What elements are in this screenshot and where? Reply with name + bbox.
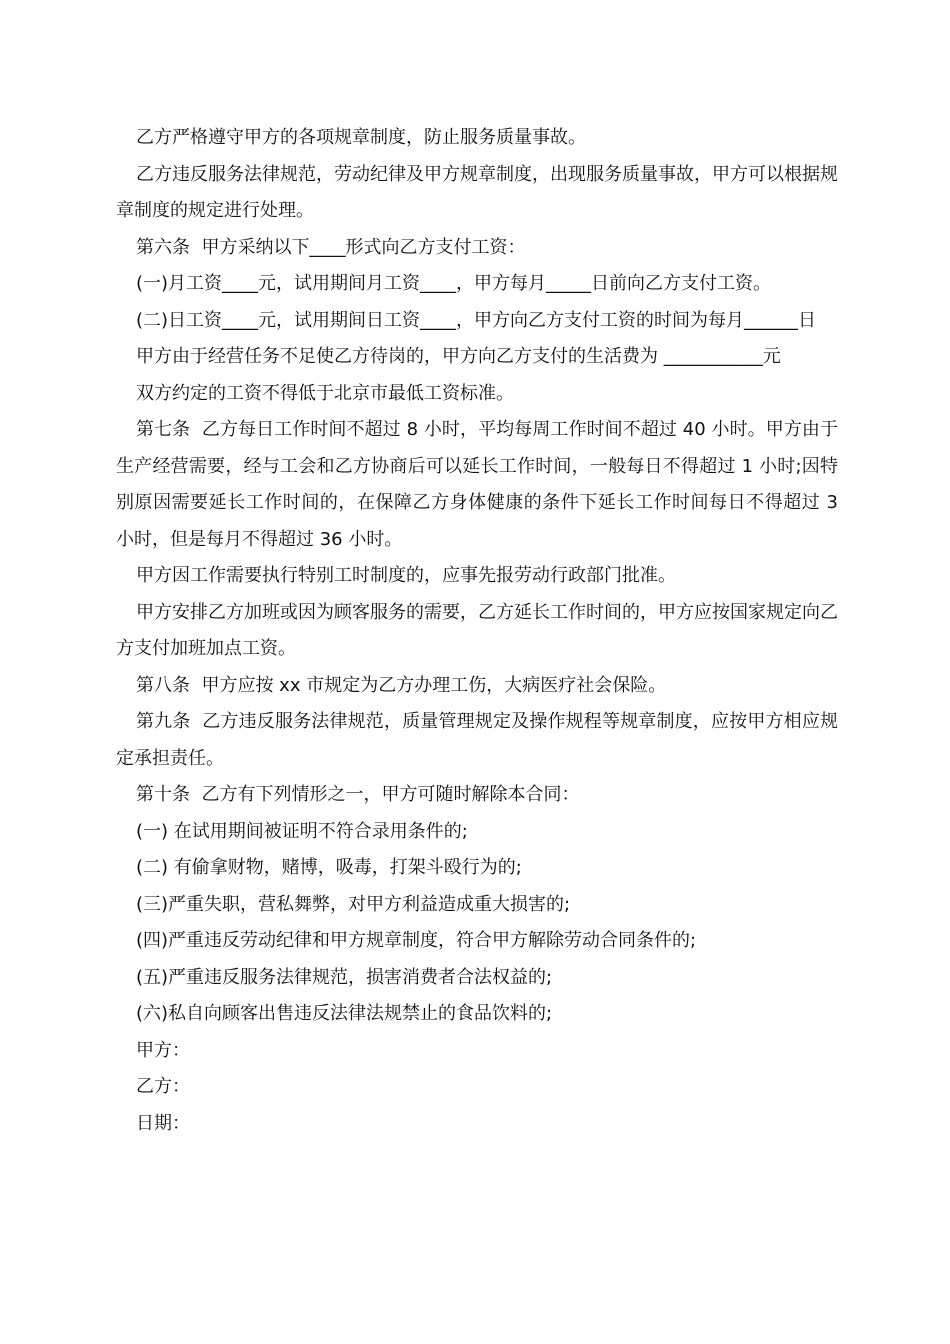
party-a-signature-line: 甲方： [136,1039,190,1061]
contract-body [116,120,844,1142]
standby-allowance-clause: 甲方由于经营任务不足使乙方待岗的，甲方向乙方支付的生活费为 ___________元 [136,346,781,367]
termination-item-3: (三)严重失职，营私舞弊，对甲方利益造成重大损害的; [136,893,571,915]
minimum-wage-clause: 双方约定的工资不得低于北京市最低工资标准。 [136,382,514,404]
paragraph-violation: 乙方违反服务法律规范，劳动纪律及甲方规章制度，出现服务质量事故，甲方可以根据规章制度的规定进行处理。 [116,163,838,221]
termination-item-1: (一) 在试用期间被证明不符合录用条件的; [136,820,468,842]
termination-item-4: (四)严重违反劳动纪律和甲方规章制度，符合甲方解除劳动合同条件的; [136,930,697,951]
special-hours-clause: 甲方因工作需要执行特别工时制度的，应事先报劳动行政部门批准。 [136,565,676,586]
overtime-pay-clause: 甲方安排乙方加班或因为顾客服务的需要，乙方延长工作时间的，甲方应按国家规定向乙方支付加班加点工资。 [116,601,838,659]
termination-item-2: (二) 有偷拿财物，赌博，吸毒，打架斗殴行为的; [136,857,522,878]
party-b-signature-line: 乙方： [136,1076,190,1097]
article-8-insurance: 第八条 甲方应按 xx 市规定为乙方办理工伤，大病医疗社会保险。 [136,674,667,696]
paragraph-rules: 乙方严格遵守甲方的各项规章制度，防止服务质量事故。 [136,127,586,148]
termination-item-6: (六)私自向顾客出售违反法律法规禁止的食品饮料的; [136,1003,553,1024]
article-7-working-hours: 第七条 乙方每日工作时间不超过 8 小时，平均每周工作时间不超过 40 小时。甲方由于生产经营需要，经与工会和乙方协商后可以延长工作时间，一般每日不得超过 1 小时;因特别原因需要延长工作时间的，在保障乙方身体健康的条件下延长工作时间每日不得超过 3 小时，但是每月不得超过 36 小时。 [116,419,844,550]
termination-item-5: (五)严重违反服务法律规范，损害消费者合法权益的; [136,966,553,988]
monthly-wage-clause: (一)月工资____元，试用期间月工资____，甲方每月_____日前向乙方支付工资。 [136,273,772,294]
date-line: 日期： [136,1112,190,1134]
article-10-termination: 第十条 乙方有下列情形之一，甲方可随时解除本合同： [136,784,580,805]
daily-wage-clause: (二)日工资____元，试用期间日工资____，甲方向乙方支付工资的时间为每月______日 [136,309,817,331]
article-6-heading: 第六条 甲方采纳以下____形式向乙方支付工资： [136,236,526,258]
article-9-liability: 第九条 乙方违反服务法律规范，质量管理规定及操作规程等规章制度，应按甲方相应规定承担责任。 [116,711,838,769]
